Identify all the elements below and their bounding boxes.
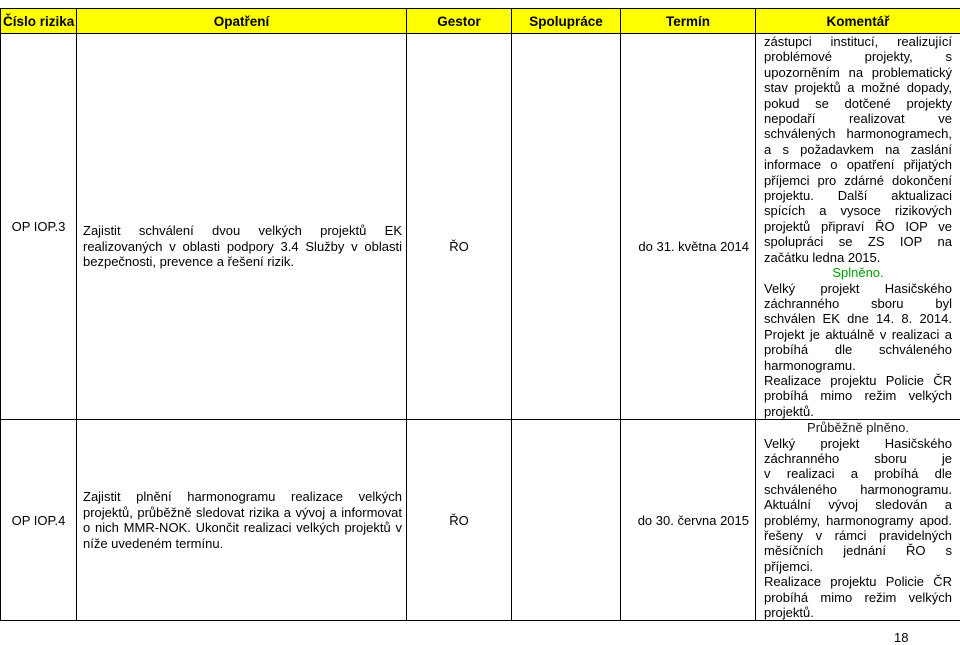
table-row-iop4: [1, 420, 960, 621]
comment-cell-iop3: [756, 34, 960, 420]
header-measure: Opatření: [77, 9, 407, 34]
comment-line: probíhá mimo režim velkých: [764, 590, 952, 605]
comment-line: Projekt je aktuálně v realizaci a: [764, 327, 952, 342]
comment-line: projektů.: [764, 605, 952, 620]
page-number: 18: [894, 630, 908, 645]
comment-line: projektů.: [764, 404, 952, 419]
risk-table: [0, 8, 960, 621]
comment-line: informace o opatření přijatých: [764, 157, 952, 172]
measure-cell: Zajistit schválení dvou velkých projektů EK realizovaných v oblasti podpory 3.4 Služby v oblasti bezpečnosti, prevence a řešení rizik.: [77, 34, 407, 420]
comment-line: a s požadavkem na zaslání: [764, 142, 952, 157]
cooperation-cell: [512, 420, 621, 621]
comment-line: záchranného sboru je: [764, 451, 952, 466]
comment-line: probíhá dle schváleného: [764, 342, 952, 357]
comment-line: záchranného sboru byl: [764, 296, 952, 311]
comment-line: problémové projekty, s: [764, 49, 952, 64]
comment-line: příjemci pro zdárné dokončení: [764, 173, 952, 188]
table-header-row: [1, 9, 960, 34]
owner-cell: ŘO: [407, 420, 512, 621]
measure-cell: Zajistit plnění harmonogramu realizace velkých projektů, průběžně sledovat rizika a vývoj a informovat o nich MMR-NOK. Ukončit realizaci velkých projektů v níže uvedeném termínu.: [77, 420, 407, 621]
comment-line: problémy, harmonogramy apod.: [764, 513, 952, 528]
comment-line: upozorněním na problematický: [764, 65, 952, 80]
comment-line: příjemci.: [764, 559, 952, 574]
cooperation-cell: [512, 34, 621, 420]
comment-line: spících a vysoce rizikových: [764, 203, 952, 218]
comment-line: harmonogramu.: [764, 358, 952, 373]
status-label-iop3: Splněno.: [764, 265, 952, 280]
comment-line: Velký projekt Hasičského: [764, 281, 952, 296]
header-risk-no: Číslo rizika: [1, 9, 77, 34]
header-cooperation: Spolupráce: [512, 9, 621, 34]
comment-line: začátku ledna 2015.: [764, 250, 952, 265]
comment-line: Aktuální vývoj sledován a: [764, 497, 952, 512]
comment-line: pokud se dotčené projekty: [764, 96, 952, 111]
comment-line: probíhá mimo režim velkých: [764, 388, 952, 403]
comment-line: spolupráci se ZS IOP na: [764, 234, 952, 249]
status-label-iop4: Průběžně plněno.: [764, 420, 952, 435]
comment-line: projektu. Další aktualizaci: [764, 188, 952, 203]
comment-line: schválených harmonogramech,: [764, 126, 952, 141]
comment-line: Velký projekt Hasičského: [764, 436, 952, 451]
comment-line: Realizace projektu Policie ČR: [764, 373, 952, 388]
table-row-iop3: [1, 34, 960, 420]
comment-cell-iop4: [756, 420, 960, 621]
comment-line: projektů připraví ŘO IOP ve: [764, 219, 952, 234]
comment-line: měsíčních jednání ŘO s: [764, 543, 952, 558]
comment-lines-prev: [764, 34, 952, 265]
deadline-cell: do 31. května 2014: [621, 34, 756, 420]
comment-line: řešeny v rámci pravidelných: [764, 528, 952, 543]
comment-line: v realizaci a probíhá dle: [764, 466, 952, 481]
comment-line: schváleného harmonogramu.: [764, 482, 952, 497]
comment-line: schválen EK dne 14. 8. 2014.: [764, 311, 952, 326]
header-deadline: Termín: [621, 9, 756, 34]
comment-line: nepodaří realizovat ve: [764, 111, 952, 126]
header-owner: Gestor: [407, 9, 512, 34]
comment-line: Realizace projektu Policie ČR: [764, 574, 952, 589]
risk-no-cell: OP IOP.4: [1, 420, 77, 621]
risk-no-cell: OP IOP.3: [1, 34, 77, 420]
comment-line: stav projektů a možné dopady,: [764, 80, 952, 95]
header-comment: Komentář: [756, 9, 960, 34]
owner-cell: ŘO: [407, 34, 512, 420]
comment-line: zástupci institucí, realizující: [764, 34, 952, 49]
deadline-cell: do 30. června 2015: [621, 420, 756, 621]
